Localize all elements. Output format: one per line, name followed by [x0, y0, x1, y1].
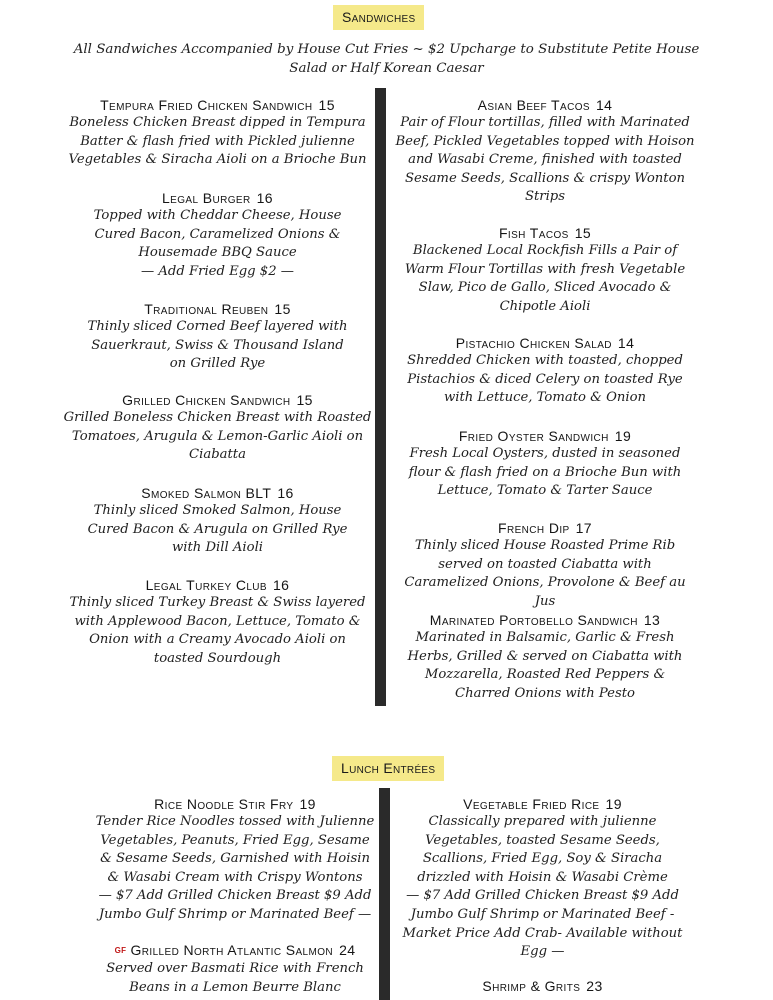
item-name: Legal Burger [162, 190, 251, 206]
item-description: Boneless Chicken Breast dipped in Tempura Batter & flash fried with Pickled julienne Vegetables & Siracha Aioli on a Brioche Bun [68, 115, 367, 168]
item-name: Legal Turkey Club [145, 577, 267, 593]
item-description: Grilled Boneless Chicken Breast with Roasted Tomatoes, Arugula & Lemon-Garlic Aioli on Ciabatta [63, 410, 372, 463]
menu-item [395, 519, 695, 611]
menu-item [400, 795, 685, 962]
item-name: Pistachio Chicken Salad [455, 335, 612, 351]
item-price: 14 [617, 335, 635, 351]
menu-item [60, 391, 375, 465]
menu-item [60, 189, 375, 281]
item-name: Marinated Portobello Sandwich [429, 612, 638, 628]
gluten-free-badge: GF [114, 946, 127, 955]
item-name: French Dip [498, 520, 570, 536]
menu-item [95, 795, 375, 925]
item-description: Pair of Flour tortillas, filled with Marinated Beef, Pickled Vegetables topped with Hoison and Wasabi Creme, finished with toasted Sesame Seeds, Scallions & crispy Wonton Strips [395, 115, 695, 205]
item-name: Vegetable Fried Rice [463, 796, 600, 812]
item-name: Asian Beef Tacos [477, 97, 590, 113]
column-divider [375, 88, 386, 706]
menu-item [395, 334, 695, 408]
menu-item [60, 576, 375, 668]
sandwiches-heading: Sandwiches [333, 5, 424, 30]
menu-item [395, 427, 695, 501]
item-note: — Add Fried Egg $2 — [141, 263, 294, 279]
item-price: 15 [296, 392, 313, 408]
menu-item [60, 96, 375, 170]
menu-item [400, 977, 685, 995]
item-description: Classically prepared with julienne Vegetables, toasted Sesame Seeds, Scallions, Fried Egg, Soy & Siracha drizzled with Hoisin & Wasabi Crème [417, 814, 668, 885]
item-description: Thinly sliced Smoked Salmon, House Cured Bacon & Arugula on Grilled Rye with Dill Aioli [87, 503, 348, 556]
item-price: 23 [586, 978, 603, 994]
item-description: Blackened Local Rockfish Fills a Pair of Warm Flour Tortillas with fresh Vegetable Slaw, Pico de Gallo, Sliced Avocado & Chipotle Aioli [404, 243, 686, 314]
lunch-entrees-heading: Lunch Entrées [332, 756, 444, 781]
item-name: Rice Noodle Stir Fry [154, 796, 294, 812]
menu-item [60, 300, 375, 374]
item-name: Fish Tacos [498, 225, 569, 241]
item-price: 16 [277, 485, 294, 501]
item-name: Fried Oyster Sandwich [458, 428, 609, 444]
item-name: Grilled North Atlantic Salmon [130, 942, 334, 958]
item-price: 19 [614, 428, 632, 444]
item-price: 17 [575, 520, 592, 536]
item-price: 24 [339, 942, 356, 958]
item-price: 19 [299, 796, 316, 812]
item-note: — $7 Add Grilled Chicken Breast $9 Add Jumbo Gulf Shrimp or Marinated Beef — [98, 888, 372, 922]
item-name: Tempura Fried Chicken Sandwich [100, 97, 313, 113]
item-name: Grilled Chicken Sandwich [122, 392, 291, 408]
menu-item [395, 96, 695, 207]
item-description: Marinated in Balsamic, Garlic & Fresh Herbs, Grilled & served on Ciabatta with Mozzarella, Roasted Red Peppers & Charred Onions with Pesto [407, 630, 683, 701]
item-price: 16 [273, 577, 290, 593]
column-divider [379, 788, 390, 1000]
item-description: Tender Rice Noodles tossed with Julienne Vegetables, Peanuts, Fried Egg, Sesame & Sesame Seeds, Garnished with Hoisin & Wasabi Cream with Crispy Wontons [95, 814, 375, 885]
item-description: Thinly sliced Turkey Breast & Swiss layered with Applewood Bacon, Lettuce, Tomato & Onion with a Creamy Avocado Aioli on toasted Sourdough [69, 595, 366, 666]
item-price: 15 [274, 301, 291, 317]
menu-item [395, 611, 695, 703]
item-description: Fresh Local Oysters, dusted in seasoned flour & flash fried on a Brioche Bun with Lettuce, Tomato & Tarter Sauce [408, 446, 682, 499]
menu-item [95, 941, 375, 997]
item-description: Topped with Cheddar Cheese, House Cured Bacon, Caramelized Onions & Housemade BBQ Sauce [93, 208, 342, 261]
item-description: Served over Basmati Rice with French Beans in a Lemon Beurre Blanc [106, 961, 364, 995]
item-price: 19 [605, 796, 622, 812]
item-note: — $7 Add Grilled Chicken Breast $9 Add Jumbo Gulf Shrimp or Marinated Beef -Market Price Add Crab- Available without Egg — [402, 888, 683, 960]
item-price: 15 [574, 225, 592, 241]
item-name: Shrimp & Grits [482, 978, 581, 994]
item-price: 13 [643, 612, 661, 628]
item-price: 14 [595, 97, 613, 113]
item-name: Traditional Reuben [144, 301, 269, 317]
item-price: 16 [256, 190, 273, 206]
menu-item [60, 484, 375, 558]
item-description: Thinly sliced House Roasted Prime Rib served on toasted Ciabatta with Caramelized Onions, Provolone & Beef au Jus [404, 538, 686, 609]
item-description: Shredded Chicken with toasted, chopped Pistachios & diced Celery on toasted Rye with Lettuce, Tomato & Onion [407, 353, 683, 406]
item-price: 15 [318, 97, 335, 113]
item-name: Smoked Salmon BLT [141, 485, 272, 501]
menu-item [395, 224, 695, 316]
sandwiches-intro: All Sandwiches Accompanied by House Cut Fries ~ $2 Upcharge to Substitute Petite House Salad or Half Korean Caesar [73, 42, 700, 76]
item-description: Thinly sliced Corned Beef layered with Sauerkraut, Swiss & Thousand Island on Grilled Rye [87, 319, 348, 372]
